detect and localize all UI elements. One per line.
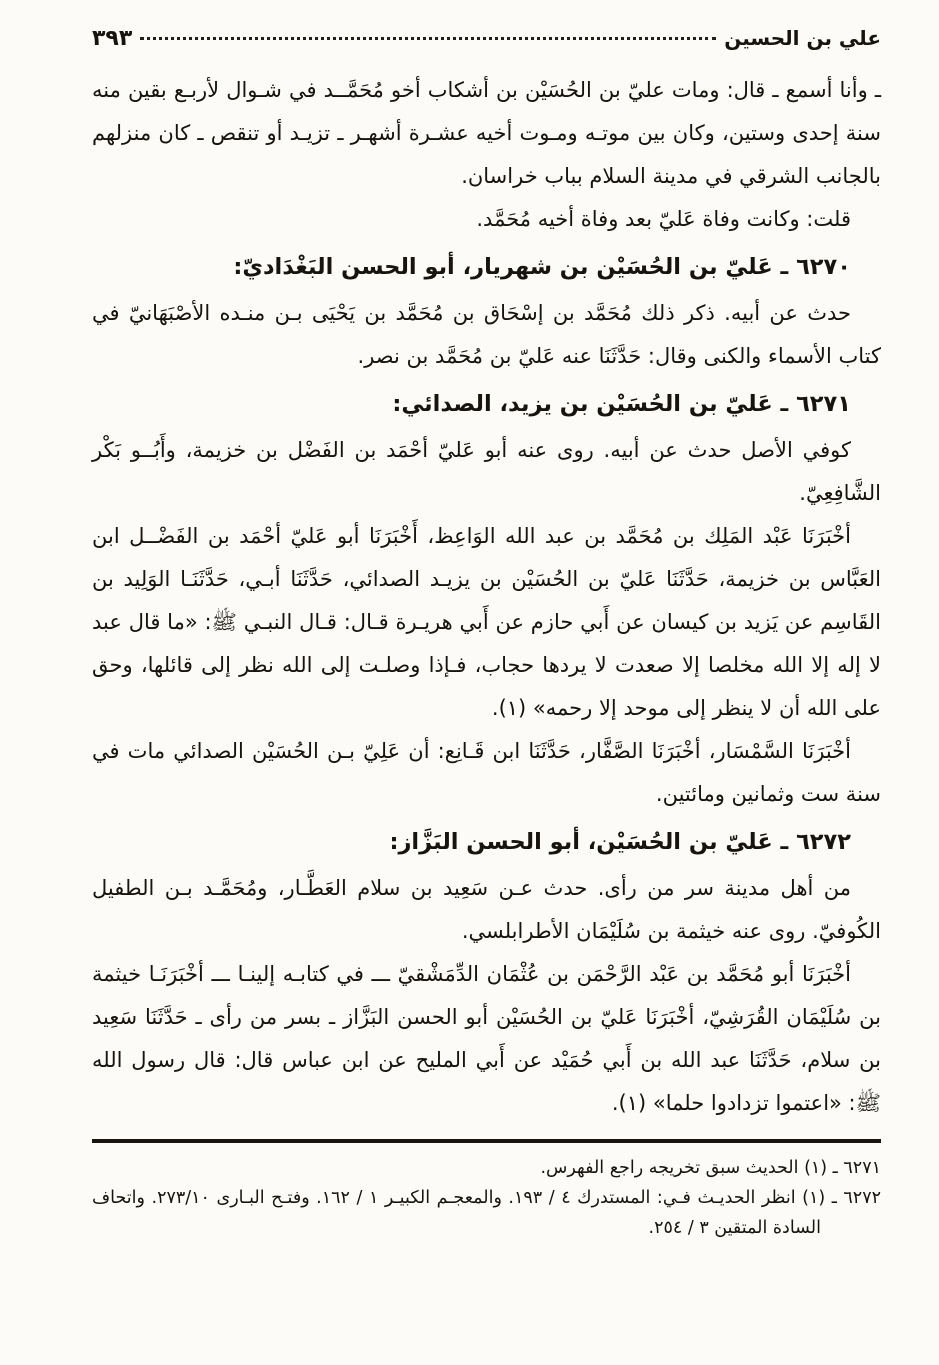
- paragraph-qultu: قلت: وكانت وفاة عَليّ بعد وفاة أخيه مُحَمَّد.: [476, 207, 851, 231]
- paragraph-entry-6271-hadith: أخْبَرَنَا عَبْد المَلِك بن مُحَمَّد بن عبد الله الوَاعِظ، أَخْبَرَنَا أبو عَليّ أحْمَد بن الفَضْــل ابن العَبَّاس بن خزيمة، حَدَّثَنَا عَليّ بن الحُسَيْن بن يزيـد الصدائي، حَدَّثَنَا أبـي، حَدَّثَنَـا الوَلِيد بن القَاسِم عن يَزيد بن كيسان عن أَبي حازم عن أَبي هريـرة قـال: قـال النبـي ﷺ: «ما قال عبد لا إله إلا الله مخلصا إلا صعدت لا يردها حجاب، فـإذا وصلـت إلى الله نظر إلى قائلها، وحق على الله أن لا ينظر إلى موحد إلا رحمه» (١).: [92, 524, 881, 720]
- footnote-6272: ٦٢٧٢ ـ (١) انظر الحديـث فـي: المستدرك ٤ / ١٩٣. والمعجـم الكبيـر ١ / ١٦٢. وفتـح البـارى ٢٧٣/١٠. واتحاف السادة المتقين ٣ / ٢٥٤.: [92, 1188, 881, 1238]
- paragraph-continuation: ـ وأنا أسمع ـ قال: ومات عليّ بن الحُسَيْن بن أشكاب أخو مُحَمَّــد في شـوال لأربـع بقين منه سنة إحدى وستين، وكان بين موتـه ومـوت أخيه عشـرة أشهـر ـ تزيـد أو تنقص ـ كان منزلهم بالجانب الشرقي في مدينة السلام بباب خراسان.: [92, 78, 881, 188]
- running-title: علي بن الحسين: [724, 26, 881, 50]
- entry-heading-6270: ٦٢٧٠ ـ عَليّ بن الحُسَيْن بن شهريار، أبو الحسن البَغْدَاديّ:: [233, 254, 851, 280]
- footnotes-section: [92, 1139, 881, 1243]
- paragraph-entry-6272-hadith: أخْبَرَنَا أبو مُحَمَّد بن عَبْد الرَّحْمَن بن عُثْمَان الدِّمَشْقيّ ـــ في كتابـه إلينـا ـــ أخْبَرَنَـا خيثمة بن سُلَيْمَان القُرَشِيّ، أخْبَرَنَا عَليّ بن الحُسَيْن أبو الحسن البَزَّاز ـ بسر من رأى ـ حَدَّثَنَا سَعِيد بن سلام، حَدَّثَنَا عبد الله بن أَبي حُمَيْد عن أَبي المليح عن ابن عباس قال: قال رسول الله ﷺ: «اعتموا تزدادوا حلما» (١).: [92, 962, 881, 1115]
- page-body: [92, 69, 881, 1125]
- page-header: [92, 26, 881, 51]
- dotted-leader: [140, 37, 716, 40]
- footnote-separator: [92, 1139, 881, 1143]
- paragraph-entry-6271-bio: كوفي الأصل حدث عن أبيه. روى عنه أبو عَليّ أحْمَد بن الفَضْل بن خزيمة، وأَبُــو بَكْر الشَّافِعِيّ.: [92, 438, 881, 505]
- paragraph-entry-6271-death: أخْبَرَنَا السَّمْسَار، أخْبَرَنَا الصَّفَّار، حَدَّثَنَا ابن قَـانِع: أن عَلِيّ بـن الحُسَيْن الصدائي مات في سنة ست وثمانين ومائتين.: [92, 739, 881, 806]
- paragraph-entry-6272-bio: من أهل مدينة سر من رأى. حدث عـن سَعِيد بن سلام العَطَّـار، ومُحَمَّـد بـن الطفيل الكُوفيّ. روى عنه خيثمة بن سُلَيْمَان الأطرابلسي.: [92, 876, 881, 943]
- page-number: ٣٩٣: [92, 26, 133, 51]
- entry-heading-6271: ٦٢٧١ ـ عَليّ بن الحُسَيْن بن يزيد، الصدائي:: [392, 391, 851, 417]
- footnote-6271: ٦٢٧١ ـ (١) الحديث سبق تخريجه راجع الفهرس.: [540, 1158, 881, 1178]
- paragraph-entry-6270: حدث عن أبيه. ذكر ذلك مُحَمَّد بن إسْحَاق بن مُحَمَّد بن يَحْيَى بـن منـده الأصْبَهَانيّ في كتاب الأسماء والكنى وقال: حَدَّثَنَا عنه عَليّ بن مُحَمَّد بن نصر.: [92, 301, 881, 368]
- entry-heading-6272: ٦٢٧٢ ـ عَليّ بن الحُسَيْن، أبو الحسن البَزَّاز:: [389, 829, 851, 855]
